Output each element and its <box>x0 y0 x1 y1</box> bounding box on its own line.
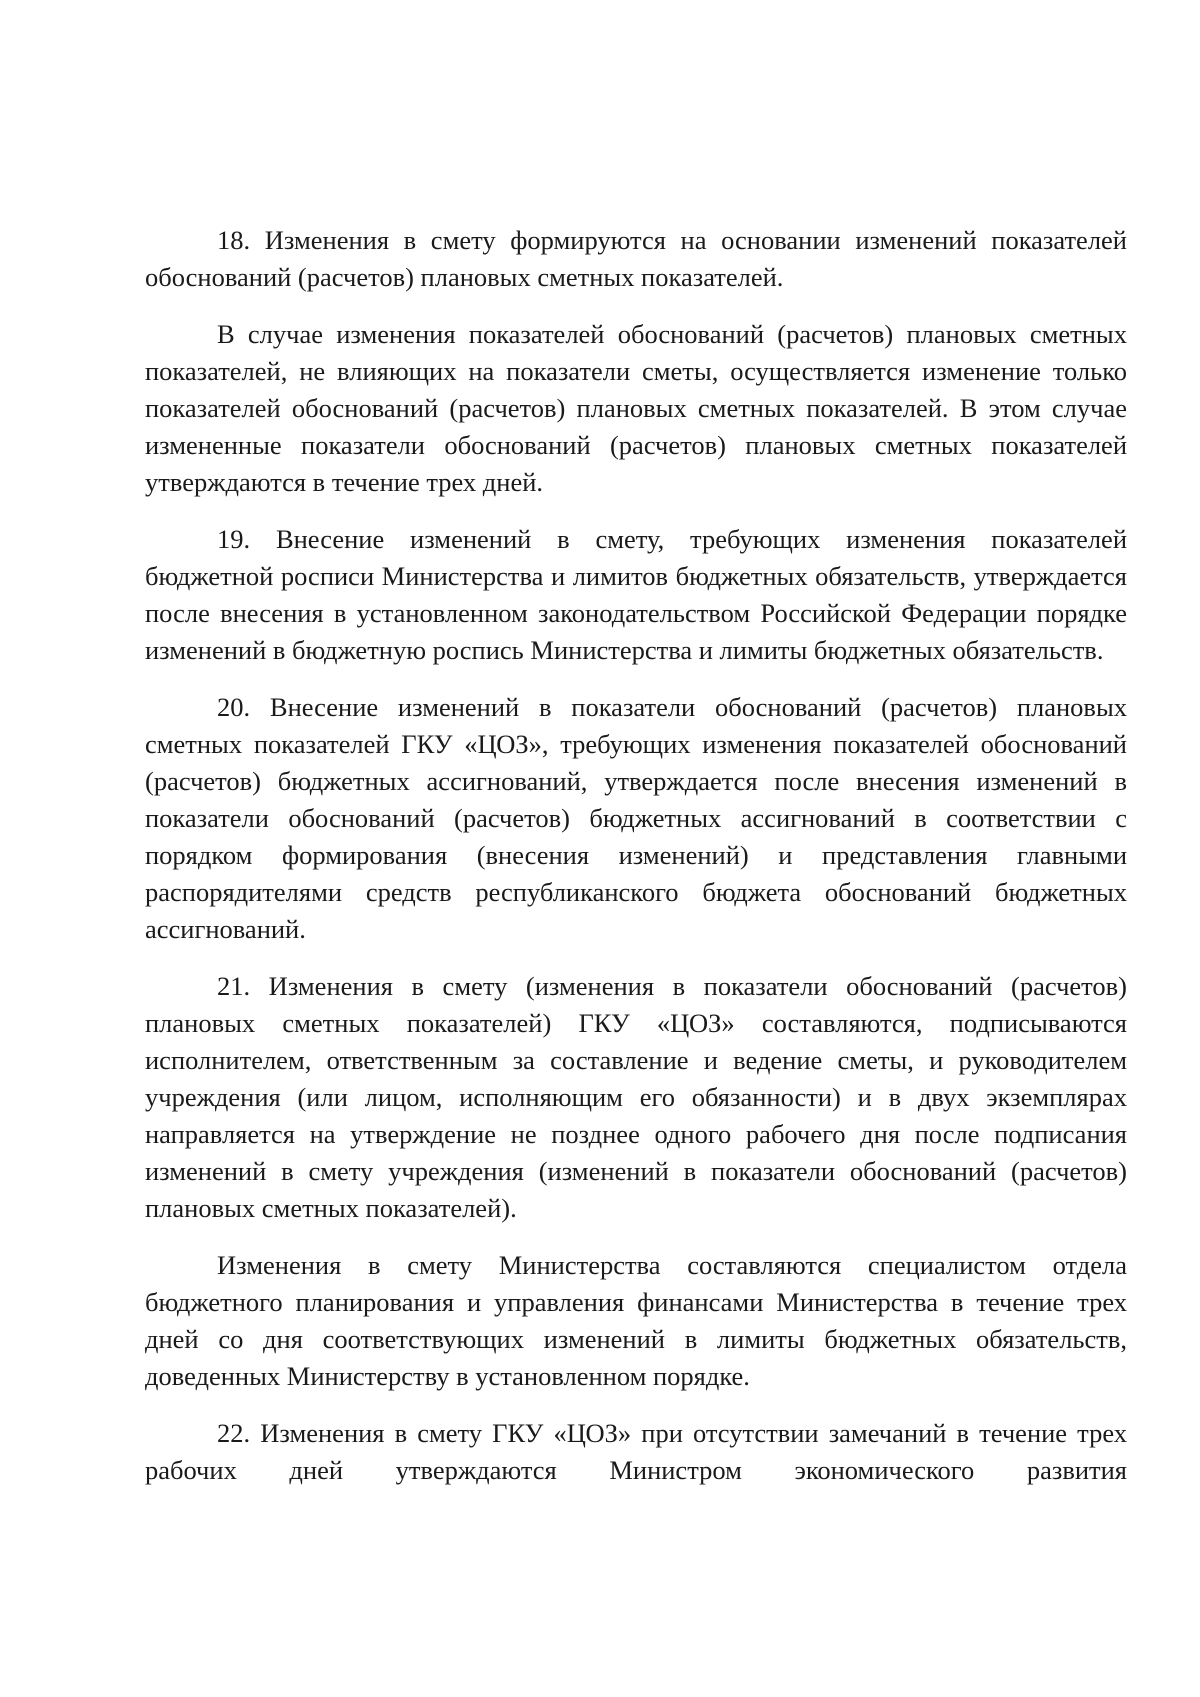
paragraph-22: 22. Изменения в смету ГКУ «ЦОЗ» при отсутствии замечаний в течение трех рабочих дней утверждаются Министром экономического развития <box>145 1418 1127 1485</box>
paragraph-18: 18. Изменения в смету формируются на основании изменений показателей обоснований (расчетов) плановых сметных показателей. <box>145 225 1127 292</box>
paragraph-21: 21. Изменения в смету (изменения в показатели обоснований (расчетов) плановых сметных показателей) ГКУ «ЦОЗ» составляются, подписываются исполнителем, ответственным за составление и ведение сметы, и руководителем учреждения (или лицом, исполняющим его обязанности) и в двух экземплярах направляется на утверждение не позднее одного рабочего дня после подписания изменений в смету учреждения (изменений в показатели обоснований (расчетов) плановых сметных показателей). <box>145 971 1127 1223</box>
document-body <box>145 222 1127 1509</box>
paragraph-21-continuation: Изменения в смету Министерства составляются специалистом отдела бюджетного планирования и управления финансами Министерства в течение трех дней со дня соответствующих изменений в лимиты бюджетных обязательств, доведенных Министерству в установленном порядке. <box>145 1250 1127 1391</box>
paragraph-18-continuation: В случае изменения показателей обоснований (расчетов) плановых сметных показателей, не влияющих на показатели сметы, осуществляется изменение только показателей обоснований (расчетов) плановых сметных показателей. В этом случае измененные показатели обоснований (расчетов) плановых сметных показателей утверждаются в течение трех дней. <box>145 319 1127 497</box>
paragraph-19: 19. Внесение изменений в смету, требующих изменения показателей бюджетной росписи Министерства и лимитов бюджетных обязательств, утверждается после внесения в установленном законодательством Российской Федерации порядке изменений в бюджетную роспись Министерства и лимиты бюджетных обязательств. <box>145 524 1127 665</box>
paragraph-20: 20. Внесение изменений в показатели обоснований (расчетов) плановых сметных показателей ГКУ «ЦОЗ», требующих изменения показателей обоснований (расчетов) бюджетных ассигнований, утверждается после внесения изменений в показатели обоснований (расчетов) бюджетных ассигнований в соответствии с порядком формирования (внесения изменений) и представления главными распорядителями средств республиканского бюджета обоснований бюджетных ассигнований. <box>145 692 1127 944</box>
